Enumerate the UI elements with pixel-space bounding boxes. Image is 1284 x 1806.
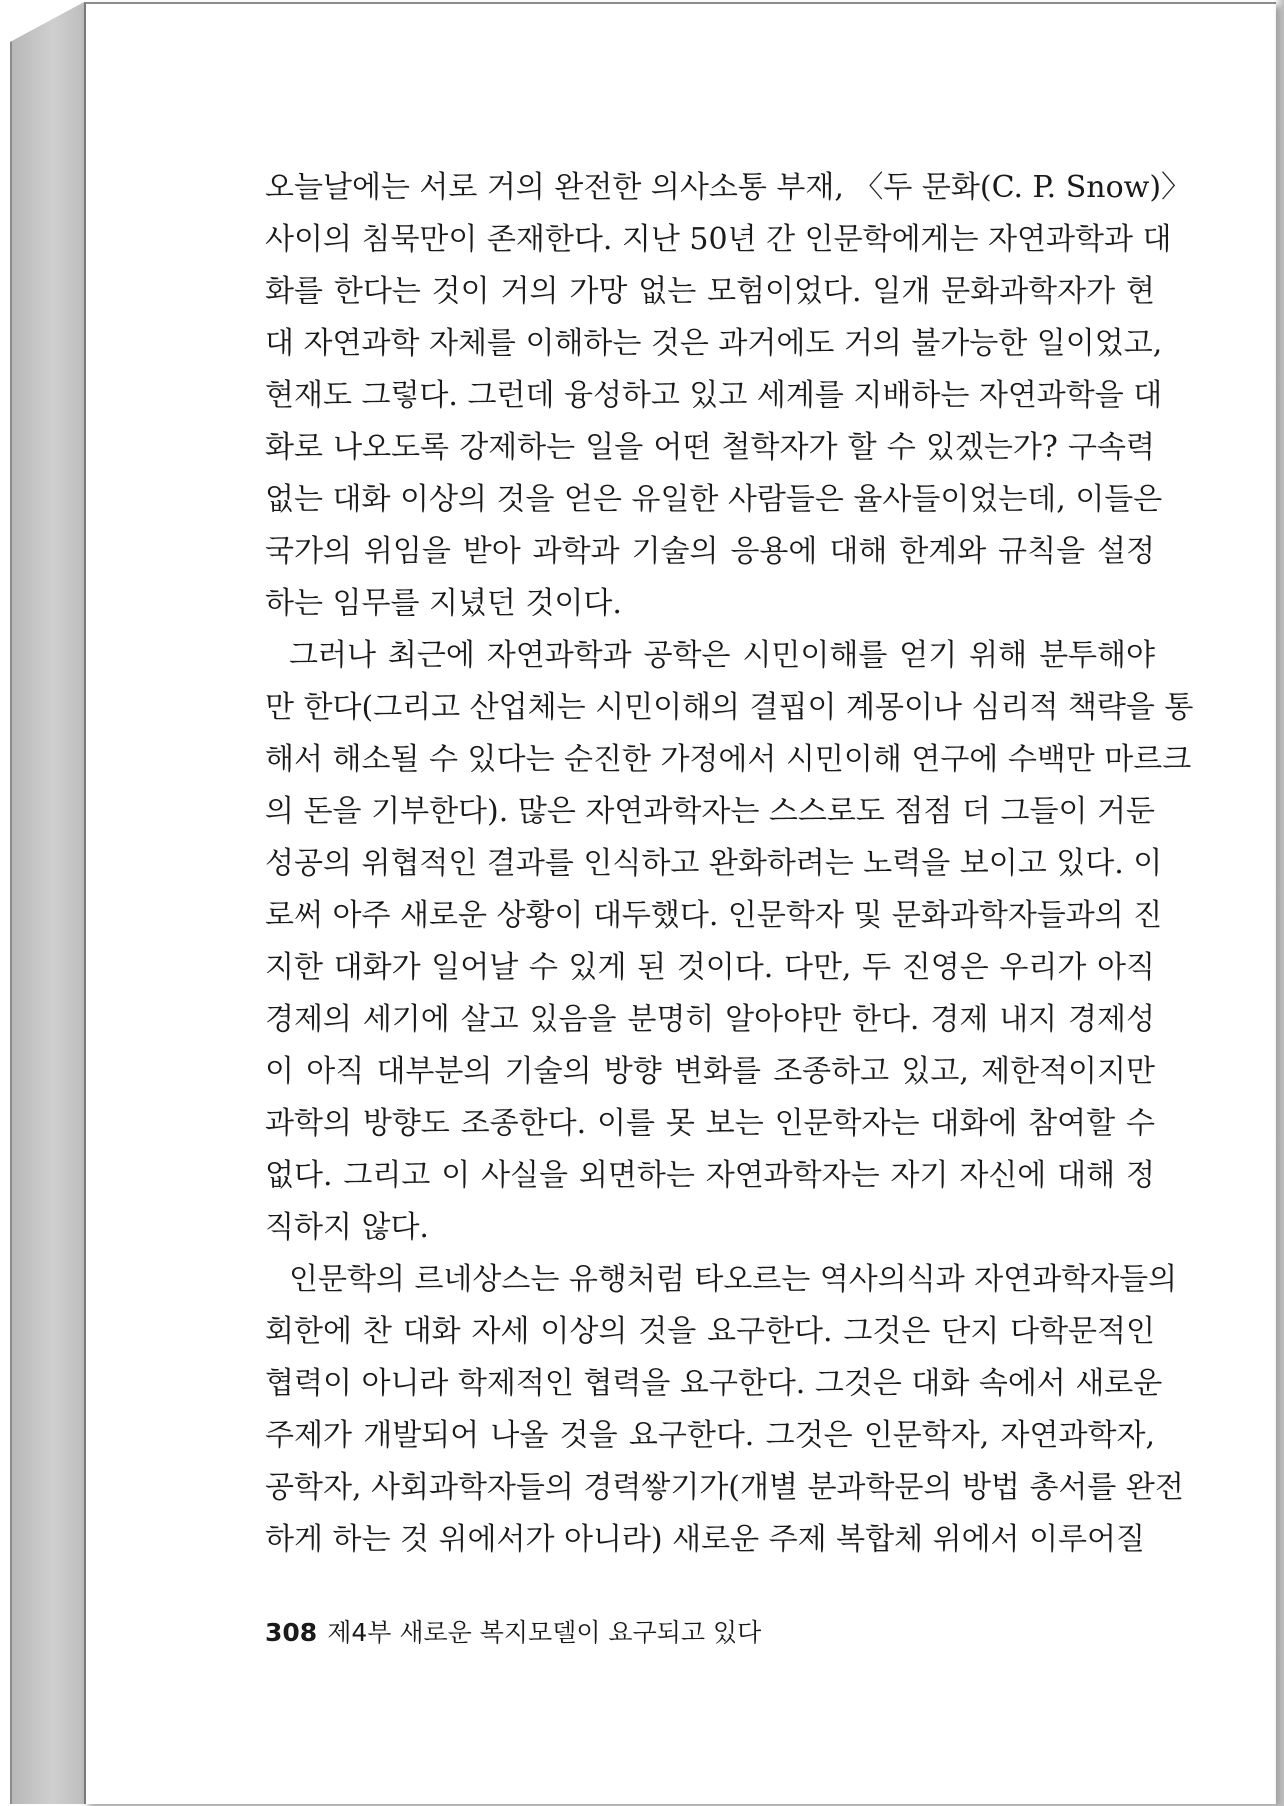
page-footer [265, 1613, 761, 1649]
page-number: 308 [265, 1618, 318, 1647]
text-line: 이 아직 대부분의 기술의 방향 변화를 조종하고 있고, 제한적이지만 [265, 1054, 1155, 1089]
text-line: 하는 임무를 지녔던 것이다. [265, 586, 622, 621]
text-line: 사이의 침묵만이 존재한다. 지난 50년 간 인문학에게는 자연과학과 대 [265, 222, 1172, 257]
text-line: 협력이 아니라 학제적인 협력을 요구한다. 그것은 대화 속에서 새로운 [265, 1366, 1163, 1401]
paragraph [265, 1254, 1184, 1566]
text-line: 현재도 그렇다. 그런데 융성하고 있고 세계를 지배하는 자연과학을 대 [265, 378, 1163, 413]
text-line: 해서 해소될 수 있다는 순진한 가정에서 시민이해 연구에 수백만 마르크 [265, 742, 1192, 777]
text-line: 과학의 방향도 조종한다. 이를 못 보는 인문학자는 대화에 참여할 수 [265, 1106, 1155, 1141]
page-shadow [1274, 0, 1284, 1806]
text-line: 하게 하는 것 위에서가 아니라) 새로운 주제 복합체 위에서 이루어질 [265, 1522, 1145, 1557]
text-line: 대 자연과학 자체를 이해하는 것은 과거에도 거의 불가능한 일이었고, [265, 326, 1163, 361]
book-spine [10, 2, 86, 1806]
text-line: 오늘날에는 서로 거의 완전한 의사소통 부재, 〈두 문화(C. P. Snow)〉 [265, 170, 1192, 205]
text-line: 주제가 개발되어 나올 것을 요구한다. 그것은 인문학자, 자연과학자, [265, 1418, 1155, 1453]
text-line: 화로 나오도록 강제하는 일을 어떤 철학자가 할 수 있겠는가? 구속력 [265, 430, 1155, 465]
text-line: 없다. 그리고 이 사실을 외면하는 자연과학자는 자기 자신에 대해 정 [265, 1158, 1155, 1193]
text-line: 화를 한다는 것이 거의 가망 없는 모험이었다. 일개 문화과학자가 현 [265, 274, 1155, 309]
text-line: 경제의 세기에 살고 있음을 분명히 알아야만 한다. 경제 내지 경제성 [265, 1002, 1155, 1037]
body-text [265, 162, 1194, 1566]
text-line: 만 한다(그리고 산업체는 시민이해의 결핍이 계몽이나 심리적 책략을 통 [265, 690, 1194, 725]
text-line: 지한 대화가 일어날 수 있게 된 것이다. 다만, 두 진영은 우리가 아직 [265, 950, 1155, 985]
text-line: 국가의 위임을 받아 과학과 기술의 응용에 대해 한계와 규칙을 설정 [265, 534, 1155, 569]
paragraph [265, 162, 1192, 630]
text-line: 없는 대화 이상의 것을 얻은 유일한 사람들은 율사들이었는데, 이들은 [265, 482, 1163, 517]
paragraph [265, 630, 1194, 1254]
text-line: 인문학의 르네상스는 유행처럼 타오르는 역사의식과 자연과학자들의 [289, 1262, 1178, 1297]
text-line: 로써 아주 새로운 상황이 대두했다. 인문학자 및 문화과학자들과의 진 [265, 898, 1163, 933]
text-line: 공학자, 사회과학자들의 경력쌓기가(개별 분과학문의 방법 총서를 완전 [265, 1470, 1184, 1505]
text-line: 성공의 위협적인 결과를 인식하고 완화하려는 노력을 보이고 있다. 이 [265, 846, 1163, 881]
text-line: 그러나 최근에 자연과학과 공학은 시민이해를 얻기 위해 분투해야 [289, 638, 1155, 673]
text-line: 의 돈을 기부한다). 많은 자연과학자는 스스로도 점점 더 그들이 거둔 [265, 794, 1155, 829]
text-line: 직하지 않다. [265, 1210, 429, 1245]
running-title: 제4부 새로운 복지모델이 요구되고 있다 [327, 1618, 762, 1647]
text-line: 회한에 찬 대화 자세 이상의 것을 요구한다. 그것은 단지 다학문적인 [265, 1314, 1155, 1349]
